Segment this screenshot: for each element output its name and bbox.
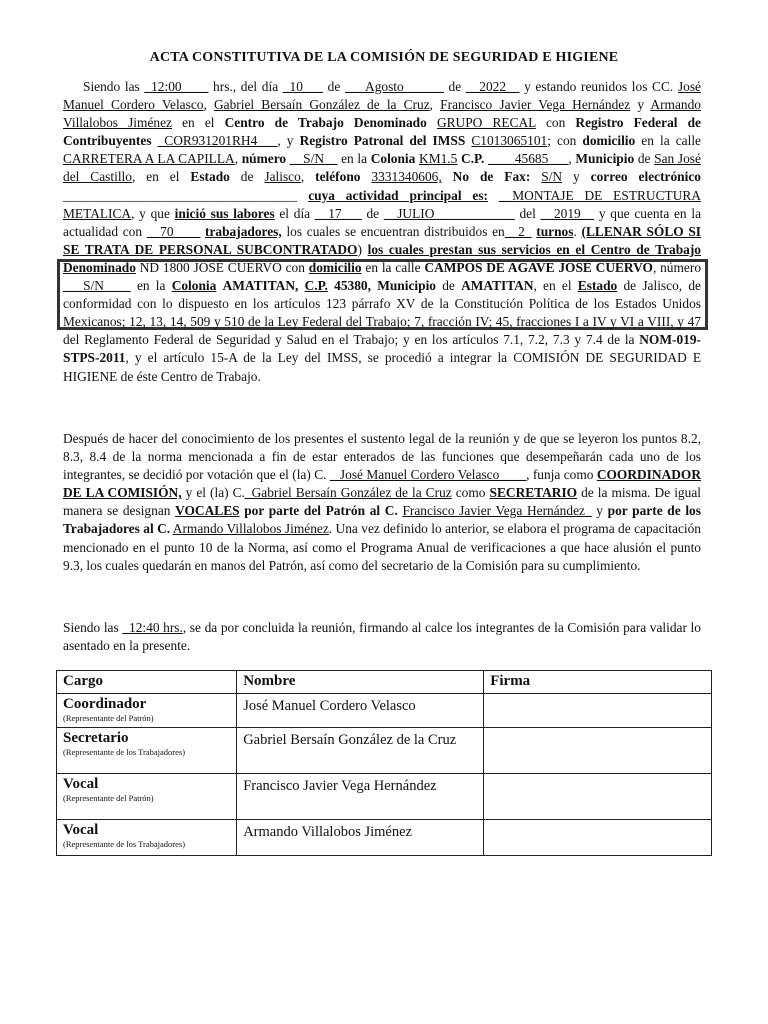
text-fragment: número: [241, 151, 287, 167]
text-fragment: y: [630, 97, 651, 113]
text-fragment: , y que: [131, 205, 175, 221]
text-fragment: cuya actividad principal es:: [308, 187, 489, 203]
text-fragment: ,: [568, 151, 576, 167]
end-time: _12:40 hrs.: [122, 620, 183, 635]
text-fragment: Estado: [190, 169, 230, 185]
text-fragment: Después de hacer del conocimiento de los presentes el sustento legal de la reunión y de que se leyeron los puntos 8.2, 8.3, 8.4 de la norma mencionada a fin de estar enterados de las funciones que desempeñarán cada uno de los integrantes, se decidió por votación que el (la) C.: [63, 431, 701, 483]
text-fragment: , en el: [533, 278, 578, 294]
sub-postal-code: 45380,: [334, 278, 371, 294]
municipality: San José del Castillo: [63, 151, 701, 185]
main-activity: __MONTAJE DE ESTRUCTURA METALICA: [63, 187, 701, 221]
worker-count: __70____: [146, 223, 201, 239]
sub-colony: AMATITAN,: [222, 278, 299, 294]
text-fragment: en la: [337, 151, 371, 167]
text-fragment: C.P.: [461, 151, 485, 167]
text-fragment: , en el: [131, 169, 191, 185]
text-fragment: , número: [652, 259, 702, 275]
paragraph-closing: [63, 619, 701, 655]
text-fragment: con: [535, 115, 576, 131]
imss-number: C1013065101: [471, 133, 548, 149]
text-fragment: y el (la) C.: [181, 485, 245, 501]
year: __2022__: [465, 79, 520, 94]
text-fragment: ,: [300, 169, 316, 185]
text-fragment: . Una vez definido lo anterior, se elabora el programa de capacitación mencionado en el punto 10 de la Norma, así como el Programa Anual de verificaciones a que hace alusión el punto 9.3, los cuales quedarán en manos del Patrón, así como del secretario de la Comisión para su cumplimiento.: [63, 521, 702, 573]
sub-municipality: AMATITAN: [461, 278, 534, 294]
text-fragment: .: [573, 223, 582, 239]
shift-count: __2_: [504, 223, 532, 239]
text-fragment: de: [435, 278, 462, 294]
text-fragment: en la: [130, 278, 172, 294]
text-fragment: domicilio: [582, 133, 636, 149]
header-firma: Firma: [484, 671, 712, 694]
vocal-workers-name: Armando Villalobos Jiménez: [172, 521, 329, 537]
sub-number: ___S/N____: [63, 278, 131, 294]
text-fragment: COORDINADOR DE LA COMISIÓN,: [63, 467, 701, 501]
text-fragment: ,: [234, 151, 242, 167]
text-fragment: por parte del Patrón al C.: [244, 503, 398, 519]
text-fragment: [297, 188, 308, 203]
text-fragment: , se da por concluida la reunión, firmando al calce los integrantes de la Comisión para validar lo asentado en la presente.: [63, 620, 701, 654]
role-representation: (Representante del Patrón): [63, 793, 154, 803]
text-fragment: teléfono: [315, 169, 361, 185]
member-3: Francisco Javier Vega Hernández: [440, 97, 631, 113]
text-fragment: Siendo las: [63, 620, 123, 635]
start-day: __17___: [314, 205, 362, 221]
street-number: __S/N__: [289, 151, 338, 167]
text-fragment: inició sus labores: [174, 205, 275, 221]
text-fragment: de: [443, 79, 466, 94]
text-fragment: turnos: [536, 223, 574, 239]
text-fragment: ,: [203, 97, 214, 113]
text-fragment: los cuales se encuentran distribuidos en: [281, 223, 505, 239]
text-fragment: No de Fax:: [452, 169, 531, 185]
text-fragment: Colonia: [370, 151, 416, 167]
fax: S/N: [541, 169, 563, 185]
text-fragment: C.P.: [304, 278, 328, 294]
text-fragment: del: [514, 205, 541, 221]
role-label: Coordinador: [63, 696, 147, 712]
month: ___Agosto______: [344, 79, 444, 94]
role-representation: (Representante de los Trabajadores): [63, 839, 186, 849]
signature-cell: [484, 728, 712, 774]
text-fragment: y estando reunidos los CC.: [519, 79, 678, 94]
text-fragment: Estado: [577, 278, 618, 294]
document-title: ACTA CONSTITUTIVA DE LA COMISIÓN DE SEGURIDAD E HIGIENE: [149, 50, 619, 65]
table-row: [57, 694, 712, 728]
coordinator-name: _ José Manuel Cordero Velasco____: [329, 467, 527, 483]
subcontract-note: (LLENAR SÓLO SI SE TRATA DE PERSONAL SUBCONTRATADO: [63, 223, 702, 257]
vocal-employer-name: Francisco Javier Vega Hernández_: [402, 503, 592, 519]
text-fragment: Colonia: [171, 278, 217, 294]
paragraph-designation: [63, 430, 701, 575]
text-fragment: de: [229, 169, 265, 185]
paragraph-constitution: [63, 78, 701, 386]
table-row: [57, 728, 712, 774]
day: _10___: [282, 79, 323, 94]
text-fragment: [427, 115, 437, 130]
name-cell: Gabriel Bersaín González de la Cruz: [237, 728, 484, 774]
cargo-cell: [57, 728, 237, 774]
text-fragment: [442, 169, 453, 184]
text-fragment: VOCALES: [175, 503, 240, 519]
text-fragment: los cuales prestan sus servicios en el Centro de Trabajo Denominado: [63, 241, 701, 275]
cargo-cell: [57, 820, 237, 856]
text-fragment: en la calle: [361, 259, 425, 275]
text-fragment: de Jalisco, de conformidad con lo dispuesto en los artículos 123 párrafo XV de la Constitución Política de los Estados Unidos Mexicanos; 12, 13, 14, 509 y 510 de la Ley Federal del Trabajo; 7, fracción IV; 45, fracciones I a IV y VI a VIII, y 47 del Reglamento Federal de Seguridad y Salud en el Trabajo; y en los artículos 7.1, 7.2, 7.3 y 7.4 de la: [63, 278, 701, 348]
state: Jalisco: [264, 169, 301, 185]
start-year: __2019__: [540, 205, 595, 221]
text-fragment: por parte de los Trabajadores al C.: [63, 503, 701, 537]
member-4: Armando Villalobos Jiménez: [63, 97, 701, 131]
text-fragment: y: [562, 169, 591, 185]
text-fragment: de: [634, 151, 655, 167]
table-row: [57, 820, 712, 856]
text-fragment: hrs., del día: [208, 79, 283, 94]
cargo-cell: [57, 694, 237, 728]
street: CARRETERA A LA CAPILLA: [63, 151, 235, 167]
text-fragment: Registro Federal de Contribuyentes: [63, 115, 701, 149]
table-header-row: [57, 671, 712, 694]
rfc: _COR931201RH4___: [157, 133, 278, 149]
text-fragment: de la misma. De igual manera se designan: [63, 485, 701, 519]
role-representation: (Representante de los Trabajadores): [63, 747, 186, 757]
postal-code: ____45685___: [488, 151, 569, 167]
text-fragment: Registro Patronal del IMSS: [299, 133, 466, 149]
role-label: Vocal: [63, 822, 99, 838]
text-fragment: como: [451, 485, 490, 501]
text-fragment: Municipio: [377, 278, 436, 294]
text-fragment: SECRETARIO: [489, 485, 578, 501]
text-fragment: y: [591, 503, 608, 519]
email: ___________________________________: [63, 187, 298, 203]
sub-work-center: ND 1800 JOSÉ CUERVO: [139, 259, 282, 275]
name-cell: José Manuel Cordero Velasco: [237, 694, 484, 728]
text-fragment: trabajadores,: [205, 223, 282, 239]
text-fragment: Municipio: [575, 151, 635, 167]
signature-cell: [484, 820, 712, 856]
member-1: José Manuel Cordero Velasco: [63, 79, 701, 113]
header-nombre: Nombre: [237, 671, 484, 694]
name-cell: Armando Villalobos Jiménez: [237, 820, 484, 856]
text-fragment: correo electrónico: [590, 169, 701, 185]
text-fragment: , funja como: [526, 467, 597, 483]
cargo-cell: [57, 774, 237, 820]
text-fragment: en la calle: [635, 133, 701, 149]
signature-cell: [484, 694, 712, 728]
text-fragment: [530, 169, 541, 184]
text-fragment: ): [357, 241, 368, 257]
signature-cell: [484, 774, 712, 820]
role-label: Vocal: [63, 776, 99, 792]
member-2: Gabriel Bersaín González de la Cruz: [213, 97, 430, 113]
text-fragment: domicilio: [308, 259, 362, 275]
table-row: [57, 774, 712, 820]
text-fragment: [488, 188, 499, 203]
text-fragment: , y el artículo 15-A de la Ley del IMSS, se procedió a integrar la COMISIÓN DE SEGURIDAD E HIGIENE de éste Centro de Trabajo.: [63, 350, 701, 384]
text-fragment: ; con: [547, 133, 583, 149]
text-fragment: de: [361, 205, 384, 221]
work-center: GRUPO RECAL: [436, 115, 536, 131]
text-fragment: y que cuenta en la actualidad con: [63, 205, 702, 239]
secretary-name: _Gabriel Bersaín González de la Cruz: [244, 485, 452, 501]
text-fragment: Siendo las: [83, 79, 145, 94]
text-fragment: con: [281, 259, 309, 275]
nom-reference: NOM-019-STPS-2011: [63, 332, 701, 366]
text-fragment: [360, 169, 371, 184]
role-representation: (Representante del Patrón): [63, 713, 154, 723]
text-fragment: , y: [277, 133, 300, 149]
text-fragment: ,: [429, 97, 441, 113]
text-fragment: el día: [274, 205, 315, 221]
name-cell: Francisco Javier Vega Hernández: [237, 774, 484, 820]
role-label: Secretario: [63, 730, 129, 746]
sub-street: CAMPOS DE AGAVE JOSÉ CUERVO: [424, 259, 653, 275]
text-fragment: Centro de Trabajo Denominado: [224, 115, 427, 131]
colony: KM1.5: [419, 151, 458, 167]
header-cargo: Cargo: [57, 671, 237, 694]
signature-table: [56, 670, 712, 856]
start-time: _12:00____: [144, 79, 209, 94]
phone: 3331340606,: [371, 169, 442, 185]
text-fragment: de: [322, 79, 345, 94]
text-fragment: en el: [171, 115, 225, 131]
start-month: __JULIO____________: [383, 205, 515, 221]
